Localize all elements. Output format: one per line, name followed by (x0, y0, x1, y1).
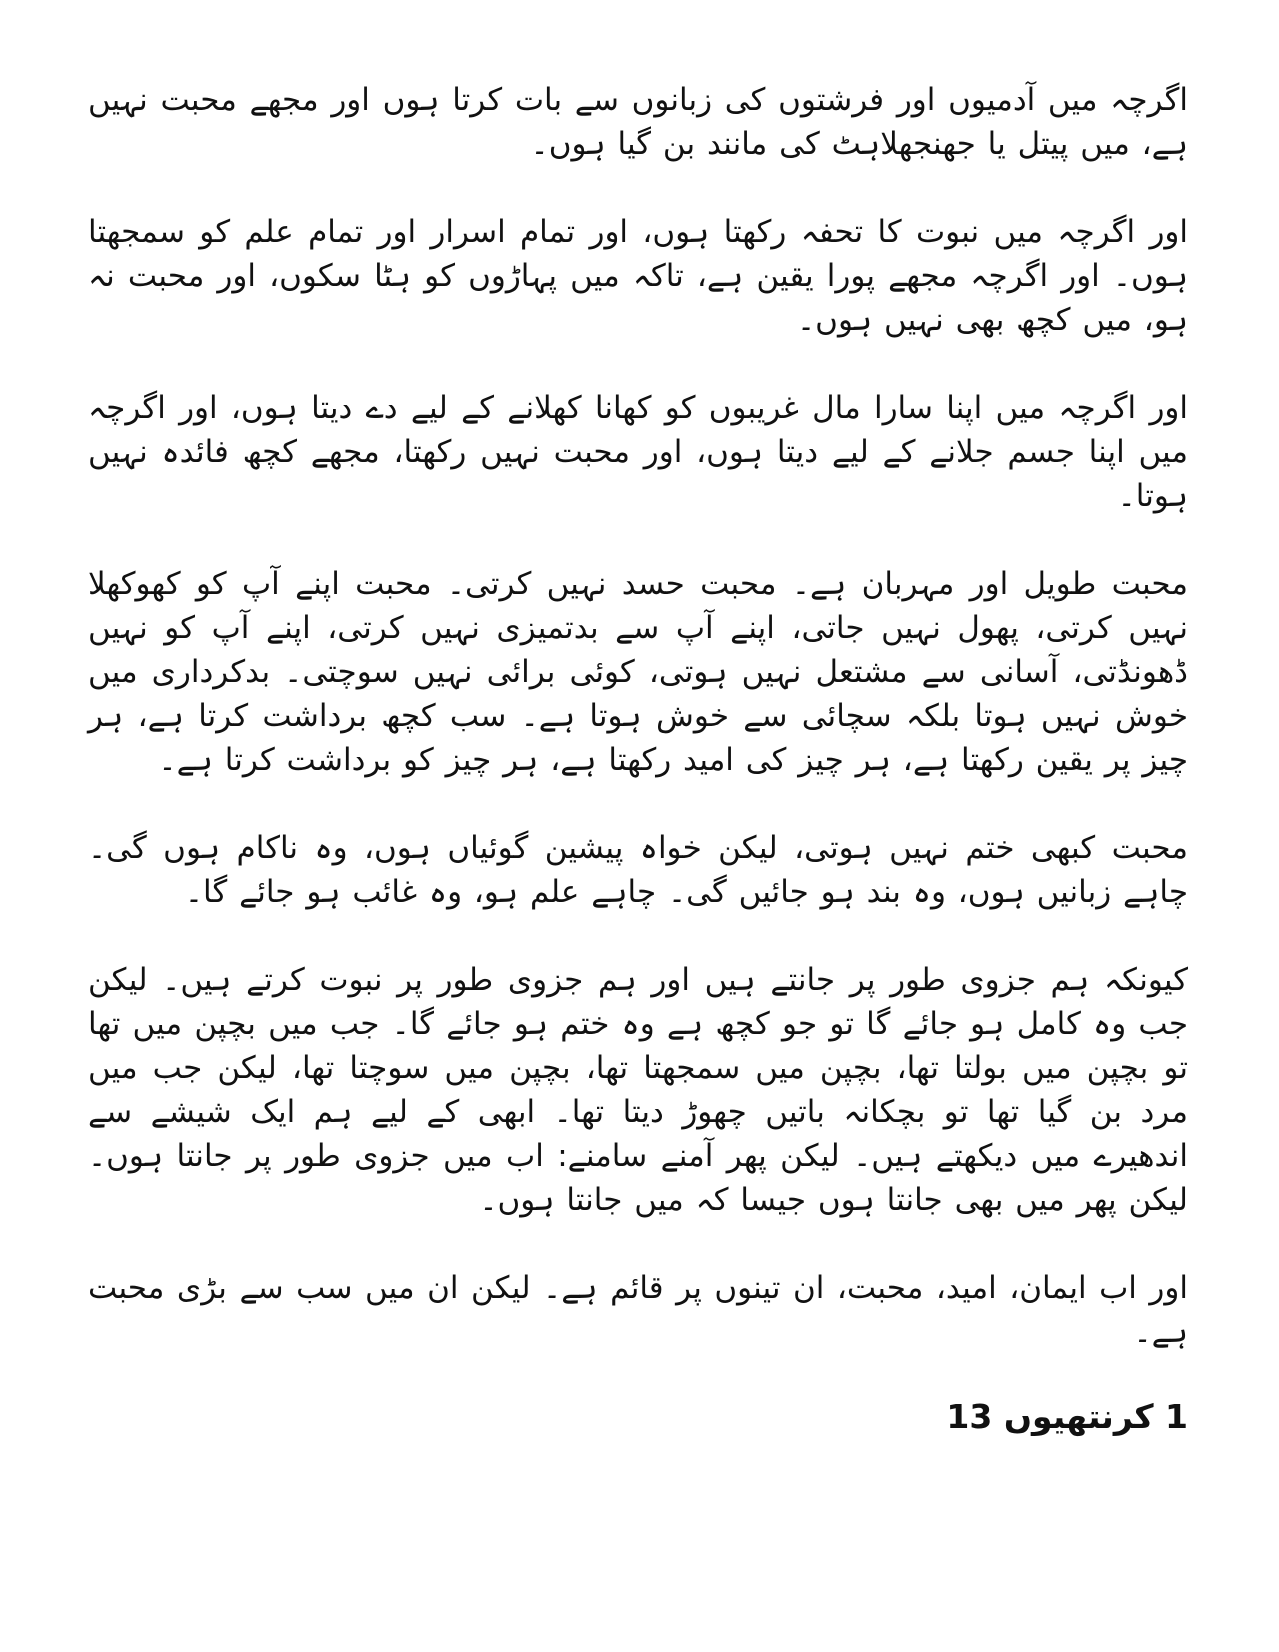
paragraph-2: اور اگرچہ میں نبوت کا تحفہ رکھتا ہوں، اور تمام اسرار اور تمام علم کو سمجھتا ہوں۔ اور اگرچہ مجھے پورا یقین ہے، تاکہ میں پہاڑوں کو ہٹا سکوں، اور محبت نہ ہو، میں کچھ بھی نہیں ہوں۔ (88, 214, 1188, 338)
paragraph-1: اگرچہ میں آدمیوں اور فرشتوں کی زبانوں سے بات کرتا ہوں اور مجھے محبت نہیں ہے، میں پیتل یا جھنجھلاہٹ کی مانند بن گیا ہوں۔ (88, 82, 1188, 162)
paragraph-6: کیونکہ ہم جزوی طور پر جانتے ہیں اور ہم جزوی طور پر نبوت کرتے ہیں۔ لیکن جب وہ کامل ہو جائے گا تو جو کچھ ہے وہ ختم ہو جائے گا۔ جب میں بچپن میں تھا تو بچپن میں بولتا تھا، بچپن میں سمجھتا تھا، بچپن میں سوچتا تھا، لیکن جب میں مرد بن گیا تھا تو بچکانہ باتیں چھوڑ دیتا تھا۔ ابھی کے لیے ہم ایک شیشے سے اندھیرے میں دیکھتے ہیں۔ لیکن پھر آمنے سامنے: اب میں جزوی طور پر جانتا ہوں۔ لیکن پھر میں بھی جانتا ہوں جیسا کہ میں جانتا ہوں۔ (88, 962, 1188, 1218)
paragraph-4: محبت طویل اور مہربان ہے۔ محبت حسد نہیں کرتی۔ محبت اپنے آپ کو کھوکھلا نہیں کرتی، پھول نہیں جاتی، اپنے آپ سے بدتمیزی نہیں کرتی، اپنے آپ کو نہیں ڈھونڈتی، آسانی سے مشتعل نہیں ہوتی، کوئی برائی نہیں سوچتی۔ بدکرداری میں خوش نہیں ہوتا بلکہ سچائی سے خوش ہوتا ہے۔ سب کچھ برداشت کرتا ہے، ہر چیز پر یقین رکھتا ہے، ہر چیز کی امید رکھتا ہے، ہر چیز کو برداشت کرتا ہے۔ (88, 566, 1188, 778)
paragraph-7: اور اب ایمان، امید، محبت، ان تینوں پر قائم ہے۔ لیکن ان میں سب سے بڑی محبت ہے۔ (88, 1270, 1188, 1350)
scripture-reference: 1 کرنتھیوں 13 (946, 1397, 1188, 1436)
document-page (88, 78, 1188, 1440)
paragraph-3: اور اگرچہ میں اپنا سارا مال غریبوں کو کھانا کھلانے کے لیے دے دیتا ہوں، اور اگرچہ میں اپنا جسم جلانے کے لیے دیتا ہوں، اور محبت نہیں رکھتا، مجھے کچھ فائدہ نہیں ہوتا۔ (88, 390, 1188, 514)
paragraph-5: محبت کبھی ختم نہیں ہوتی، لیکن خواہ پیشین گوئیاں ہوں، وہ ناکام ہوں گی۔ چاہے زبانیں ہوں، وہ بند ہو جائیں گی۔ چاہے علم ہو، وہ غائب ہو جائے گا۔ (88, 830, 1188, 910)
